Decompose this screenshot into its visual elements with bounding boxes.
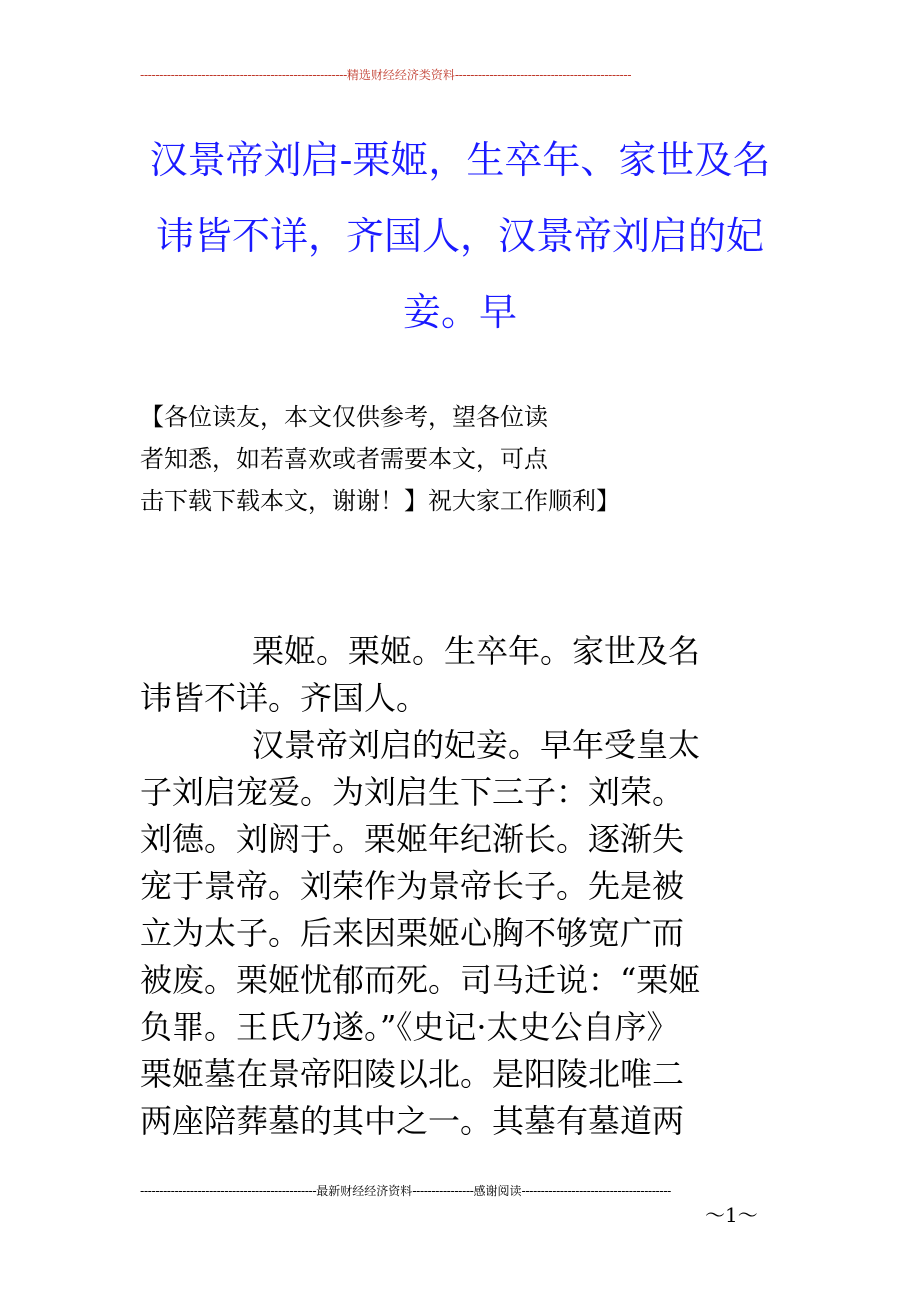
page-number: ～1～ (705, 1203, 758, 1227)
body-line: 负罪。王氏乃遂。”《史记·太史公自序》 (140, 1008, 679, 1046)
body-line: 立为太子。后来因栗姬心胸不够宽广而 (140, 914, 685, 952)
footer-dashes: ---------------- (412, 1184, 474, 1198)
footer-label: 最新财经经济资料 (316, 1184, 413, 1198)
notice-line: 【各位读友，本文仅供参考，望各位读 (140, 403, 548, 431)
footer-dashes: ---------------------------------------------- (140, 1184, 317, 1198)
body-line: 讳皆不详。齐国人。 (140, 679, 429, 717)
reader-notice (140, 396, 780, 522)
header-label: 精选财经经济类资料 (346, 68, 455, 82)
document-title (140, 122, 780, 350)
header-dashes-right: ---------------------------------------------- (454, 68, 632, 82)
body-line: 栗姬。栗姬。生卒年。家世及名 (252, 632, 701, 670)
body-line: 宠于景帝。刘荣作为景帝长子。先是被 (140, 867, 685, 905)
title-line: 汉景帝刘启-栗姬，生卒年、家世及名 (149, 138, 771, 182)
header-dashes-left: ------------------------------------------------------ (140, 68, 347, 82)
body-line: 两座陪葬墓的其中之一。其墓有墓道两 (140, 1102, 685, 1140)
footer-label: 感谢阅读 (473, 1184, 522, 1198)
body-line: 被废。栗姬忧郁而死。司马迁说：“栗姬 (140, 961, 701, 999)
body-line: 子刘启宠爱。为刘启生下三子：刘荣。 (140, 773, 685, 811)
notice-line: 击下载下载本文，谢谢！】祝大家工作顺利】 (140, 487, 620, 515)
title-line: 妾。早 (402, 290, 517, 334)
article-body (140, 628, 780, 1145)
footer-dashes: --------------------------------------- (521, 1184, 671, 1198)
page-footer (140, 1182, 780, 1200)
body-line: 栗姬墓在景帝阳陵以北。是阳陵北唯二 (140, 1055, 685, 1093)
title-line: 讳皆不详，齐国人，汉景帝刘启的妃 (155, 214, 764, 258)
body-line: 汉景帝刘启的妃妾。早年受皇太 (252, 726, 701, 764)
notice-line: 者知悉，如若喜欢或者需要本文，可点 (140, 445, 548, 473)
page-header (140, 66, 780, 84)
body-line: 刘德。刘阏于。栗姬年纪渐长。逐渐失 (140, 820, 685, 858)
